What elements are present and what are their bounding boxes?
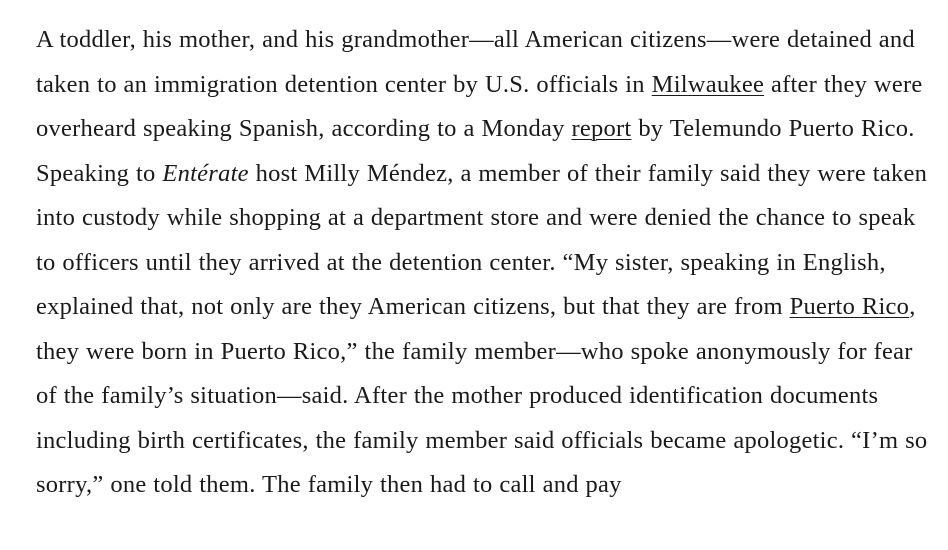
paragraph-text-segment-3: by Telemundo Puerto Rico. Speaking to	[36, 115, 915, 187]
paragraph-text-segment-2: after they were overheard speaking Spanish, according to a Monday	[36, 70, 923, 142]
link-milwaukee[interactable]: Milwaukee	[651, 70, 765, 98]
link-puerto-rico[interactable]: Puerto Rico	[789, 293, 910, 320]
paragraph-text-segment-1: A toddler, his mother, and his grandmother—all American citizens—were detained and taken to an immigration detention center by U.S. officials in	[36, 26, 915, 98]
paragraph-text-segment-4: host Milly Méndez, a member of their family said they were taken into custody while shopping at a department store and were denied the chance to speak to officers until they arrived at the detention center. “My sister, speaking in English, explained that, not only are they American citizens, but that they are from	[36, 159, 928, 320]
link-report[interactable]: report	[571, 115, 632, 142]
italic-show-title: Entérate	[162, 159, 249, 187]
article-paragraph	[36, 18, 930, 508]
paragraph-text-segment-5: , they were born in Puerto Rico,” the family member—who spoke anonymously for fear of the family’s situation—said. After the mother produced identification documents including birth certificates, the family member said officials became apologetic. “I’m so sorry,” one told them. The family then had to call and pay	[36, 293, 928, 498]
